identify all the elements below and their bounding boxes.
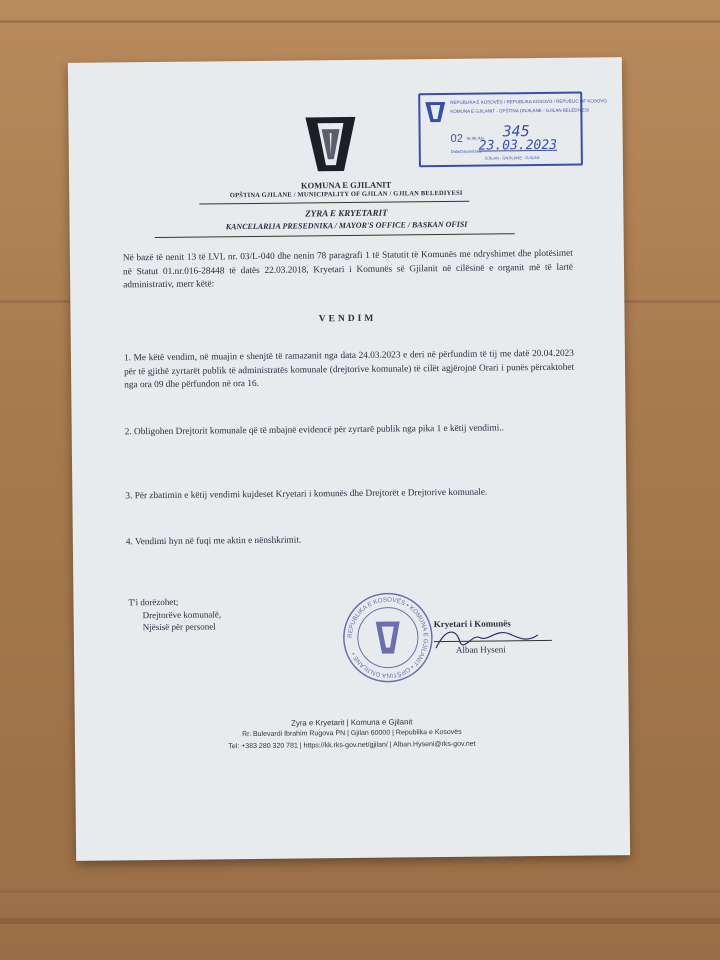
stamp-number: 345	[502, 122, 530, 141]
stamp-logo-icon	[424, 101, 446, 123]
office-translations: KANCELARIJA PRESEDNIKA / MAYOR'S OFFICE / BASKAN OFISI	[225, 219, 468, 232]
footer-address: Rr. Bulevardi Ibrahim Rugova PN | Gjilan 60000 | Republika e Kosovës	[242, 728, 462, 739]
footer-contact: Tel: +383 280 320 781 | https://kk.rks-gov.net/gjilan/ | Alban.Hyseni@rks-gov.net	[228, 740, 476, 751]
divider	[155, 233, 515, 238]
wood-grain	[0, 918, 720, 924]
signatory-title: Kryetari i Komunës	[433, 618, 511, 630]
wood-grain	[0, 890, 720, 893]
municipality-name: KOMUNA E GJILANIT	[300, 179, 392, 191]
decision-point-2: 2. Obligohen Drejtorit komunale që të mbajnë evidencë për zyrtarë publik nga pika 1 e këtij vendimi..	[124, 423, 504, 438]
stamp-line-2: KOMUNA E GJILANIT - OPŠTINA GNJILANE - GJILAN BELEDIYESI	[450, 107, 590, 114]
official-seal	[341, 591, 434, 684]
recipient-item: Drejtorëve komunalë,	[142, 608, 222, 620]
registry-stamp	[418, 92, 607, 168]
recipients-block	[128, 595, 221, 633]
stamp-date-label: Data/Datum/Date	[450, 148, 482, 154]
footer-office: Zyra e Kryetarit | Komuna e Gjilanit	[291, 717, 413, 728]
municipality-translations: OPŠTINA GJILANE / MUNICIPALITY OF GJILAN / GJILAN BELEDIYESI	[229, 189, 463, 200]
document-page	[68, 57, 630, 861]
divider	[199, 201, 469, 205]
decision-heading: VENDIM	[318, 313, 377, 325]
stamp-location: GJILAN - GNJILANE - GJILAN	[484, 154, 540, 161]
stamp-date: 23.03.2023	[478, 137, 558, 154]
municipality-logo-icon	[303, 115, 358, 174]
recipients-label: T'i dorëzohet;	[128, 596, 179, 608]
stamp-line-1: REPUBLIKA E KOSOVËS / REPUBLIKA KOSOVO / REPUBLIC OF KOSOVO	[450, 98, 607, 105]
stamp-code: 02	[450, 132, 463, 145]
stamp-nr-label: Nr./Br./No	[466, 135, 485, 141]
decision-point-1: 1. Me këtë vendim, në muajin e shenjtë të ramazanit nga data 24.03.2023 e deri në përfundim të tij me datë 20.04.2023 për të gjithë zyrtarët publik të administratës komunale (drejtorive komunale) të cilët agjërojnë Orari i punës përcaktohet nga ora 09 dhe përfundon në ora 16.	[123, 348, 575, 391]
wood-grain	[0, 20, 720, 23]
seal-text: REPUBLIKA E KOSOVËS • KOMUNA E GJILANIT • OPŠTINA GNJILANE •	[346, 596, 429, 679]
decision-point-3: 3. Për zbatimin e këtij vendimi kujdeset Kryetari i komunës dhe Drejtorët e Drejtorive komunale.	[125, 487, 488, 502]
signatory-name: Alban Hyseni	[455, 644, 506, 655]
recipient-item: Njësisë për personel	[142, 621, 216, 633]
intro-paragraph: Në bazë të nenit 13 të LVL nr. 03/L-040 dhe nenin 78 paragrafi 1 të Statutit të Komunës me ndryshimet dhe plotësimet në Statut 01.nr.016-28448 të datës 22.03.2018, Kryetari i Komunës së Gjilanit në cilësinë e organit më të lartë administrativ, merr këtë:	[122, 248, 574, 291]
office-name: ZYRA E KRYETARIT	[305, 207, 388, 219]
decision-point-4: 4. Vendimi hyn në fuqi me aktin e nënshkrimit.	[125, 535, 302, 548]
